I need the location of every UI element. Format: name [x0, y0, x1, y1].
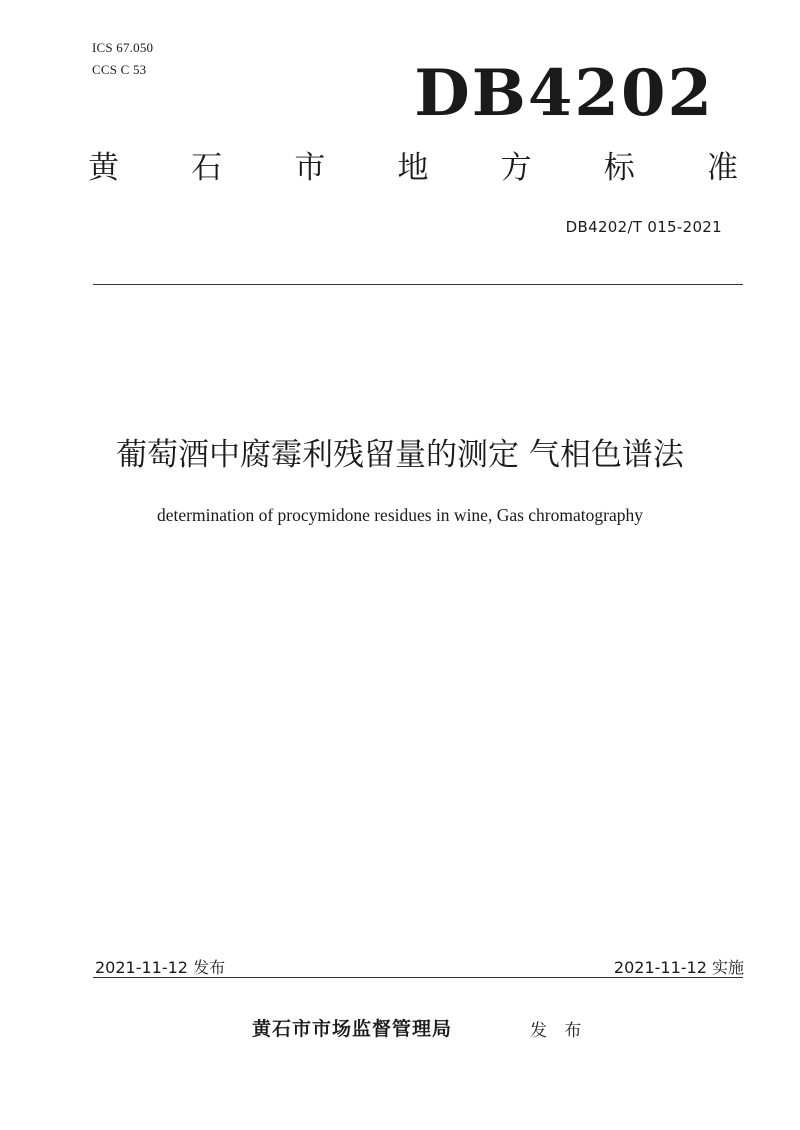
standard-type-char: 地 [397, 150, 429, 186]
implementation-date: 2021-11-12 实施 [613, 958, 744, 977]
publish-label: 发 布 [530, 1021, 588, 1041]
document-title-english: determination of procymidone residues in wine, Gas chromatography [157, 505, 643, 525]
standard-type-char: 方 [500, 150, 532, 186]
standard-type-char: 标 [603, 150, 635, 186]
issue-date: 2021-11-12 发布 [95, 958, 226, 977]
footer-divider [93, 977, 743, 978]
document-title-chinese: 葡萄酒中腐霉利残留量的测定 气相色谱法 [116, 437, 684, 473]
standard-type-char: 黄 [88, 150, 119, 186]
standard-type-char: 市 [294, 150, 326, 186]
standard-type-char: 准 [706, 150, 738, 186]
standard-type-heading [88, 150, 738, 186]
standard-number: DB4202/T 015-2021 [565, 218, 722, 236]
ics-code: ICS 67.050 [92, 40, 154, 55]
ccs-code: CCS C 53 [92, 62, 147, 77]
publisher-name: 黄石市市场监督管理局 [252, 1018, 453, 1040]
standard-code-logo: DB4202 [414, 56, 714, 131]
standard-type-char: 石 [191, 150, 223, 186]
header-divider [93, 284, 743, 285]
